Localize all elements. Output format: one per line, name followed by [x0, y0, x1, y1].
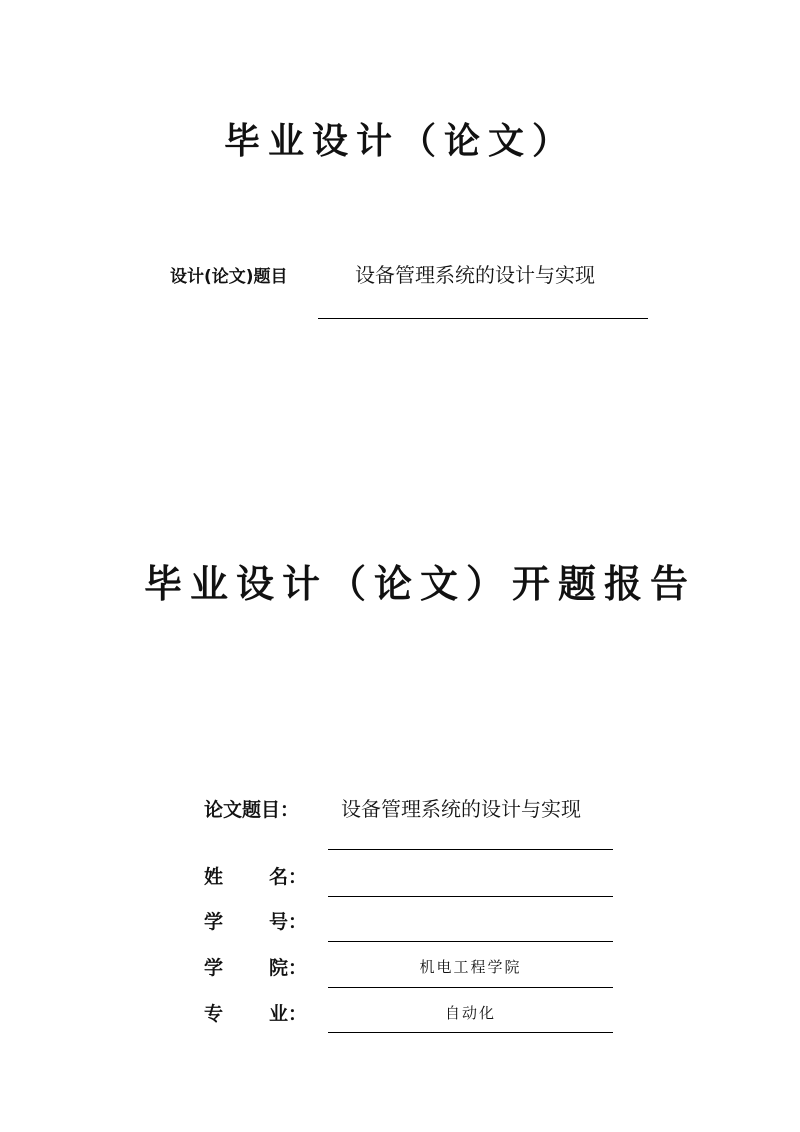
name-label-first: 姓: [204, 866, 224, 888]
name-label-second: 名：: [269, 866, 308, 888]
college-value: 机电工程学院: [419, 958, 522, 976]
topic-underline: [318, 318, 648, 319]
name-underline: [328, 896, 613, 897]
college-underline: [328, 987, 613, 988]
major-underline: [328, 1032, 613, 1033]
thesis-title: 毕业设计（论文）: [223, 120, 576, 162]
topic-label: 设计(论文)题目: [170, 267, 288, 287]
major-value: 自动化: [444, 1004, 496, 1022]
student-id-label-first: 学: [204, 911, 224, 933]
report-topic-underline: [328, 849, 613, 850]
proposal-report-title: 毕业设计（论文）开题报告: [143, 561, 696, 606]
report-topic-label: 论文题目：: [204, 799, 300, 821]
major-label-first: 专: [204, 1003, 224, 1025]
college-label-second: 院：: [269, 957, 308, 979]
major-label-second: 业：: [269, 1003, 308, 1025]
student-id-underline: [328, 941, 613, 942]
college-label-first: 学: [204, 957, 224, 979]
topic-value: 设备管理系统的设计与实现: [355, 263, 595, 287]
report-topic-value: 设备管理系统的设计与实现: [341, 797, 581, 821]
student-id-label-second: 号：: [269, 911, 308, 933]
